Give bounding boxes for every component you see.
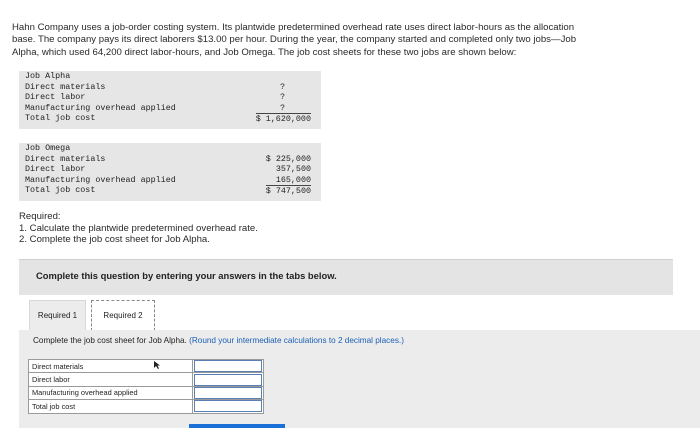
- job-alpha-title: Job Alpha: [25, 71, 71, 81]
- intro-line-3: Alpha, which used 64,200 direct labor-hours, and Job Omega. The job cost sheets for these two jobs are shown below:: [12, 46, 517, 58]
- sheet-row: [19, 175, 321, 186]
- row-value: ?: [279, 92, 285, 103]
- row-value: $ 747,500: [265, 186, 311, 197]
- row-label: Direct labor: [25, 92, 86, 103]
- row-value: $ 225,000: [265, 153, 311, 164]
- banner-text: Complete this question by entering your answers in the tabs below.: [36, 270, 337, 281]
- sheet-row: [19, 92, 321, 103]
- table-row: [29, 386, 264, 399]
- row-label: Manufacturing overhead applied: [29, 386, 193, 399]
- tab-required-1[interactable]: Required 1: [29, 300, 86, 331]
- panel-instruction: [33, 336, 404, 345]
- row-label: Total job cost: [25, 113, 96, 124]
- job-alpha-answer-table: [28, 359, 264, 414]
- answer-cell: [193, 373, 264, 386]
- required-item-2: 2. Complete the job cost sheet for Job Alpha.: [19, 234, 210, 245]
- instruction-main: Complete the job cost sheet for Job Alpha.: [33, 336, 187, 345]
- row-label: Manufacturing overhead applied: [25, 174, 176, 185]
- intro-line-1: Hahn Company uses a job-order costing system. Its plantwide predetermined overhead rate uses direct labor-hours as the allocation: [12, 22, 575, 33]
- row-label: Direct labor: [25, 164, 86, 175]
- required-heading: Required:: [19, 211, 61, 222]
- sheet-row: [19, 154, 321, 165]
- sheet-row: [19, 164, 321, 175]
- answer-cell: [193, 386, 264, 399]
- mouse-cursor-icon: [153, 360, 161, 370]
- row-value: ?: [279, 81, 285, 92]
- row-label: Total job cost: [29, 400, 193, 413]
- tab-required-2[interactable]: Required 2: [91, 300, 155, 331]
- direct-labor-input[interactable]: [194, 374, 262, 386]
- sheet-title-row: [19, 143, 321, 154]
- table-row: [29, 360, 264, 373]
- sheet-row: [19, 82, 321, 93]
- submit-button-edge[interactable]: [189, 424, 285, 428]
- answer-cell: [193, 400, 264, 413]
- job-alpha-cost-sheet: [19, 71, 321, 129]
- direct-materials-input[interactable]: [194, 360, 262, 372]
- row-value: $ 1,620,000: [255, 114, 311, 125]
- required-item-1: 1. Calculate the plantwide predetermined overhead rate.: [19, 222, 258, 234]
- sheet-row: [19, 103, 321, 114]
- job-omega-cost-sheet: [19, 143, 321, 201]
- table-row: [29, 400, 264, 413]
- overhead-applied-input[interactable]: [194, 387, 262, 399]
- sheet-total-row: [19, 113, 321, 124]
- instructions-banner: [19, 259, 673, 295]
- job-omega-title: Job Omega: [25, 143, 71, 153]
- required-section: [19, 211, 258, 246]
- table-row: [29, 373, 264, 386]
- row-value: ?: [279, 102, 285, 113]
- row-value: 357,500: [275, 164, 311, 175]
- row-label: Direct labor: [29, 373, 193, 386]
- row-label: Direct materials: [25, 81, 106, 92]
- problem-intro: [12, 22, 688, 59]
- row-label: Total job cost: [25, 185, 96, 196]
- answer-cell: [193, 360, 264, 373]
- intro-line-2: base. The company pays its direct laborers $13.00 per hour. During the year, the company started and completed only two jobs—Job: [12, 34, 577, 46]
- row-label: Manufacturing overhead applied: [25, 102, 176, 113]
- sheet-total-row: [19, 185, 321, 196]
- sheet-title-row: [19, 71, 321, 82]
- row-label: Direct materials: [25, 153, 106, 164]
- row-label: Direct materials: [29, 360, 193, 373]
- instruction-hint: (Round your intermediate calculations to 2 decimal places.): [189, 336, 404, 345]
- row-value: 165,000: [275, 174, 311, 185]
- total-job-cost-input[interactable]: [194, 400, 262, 412]
